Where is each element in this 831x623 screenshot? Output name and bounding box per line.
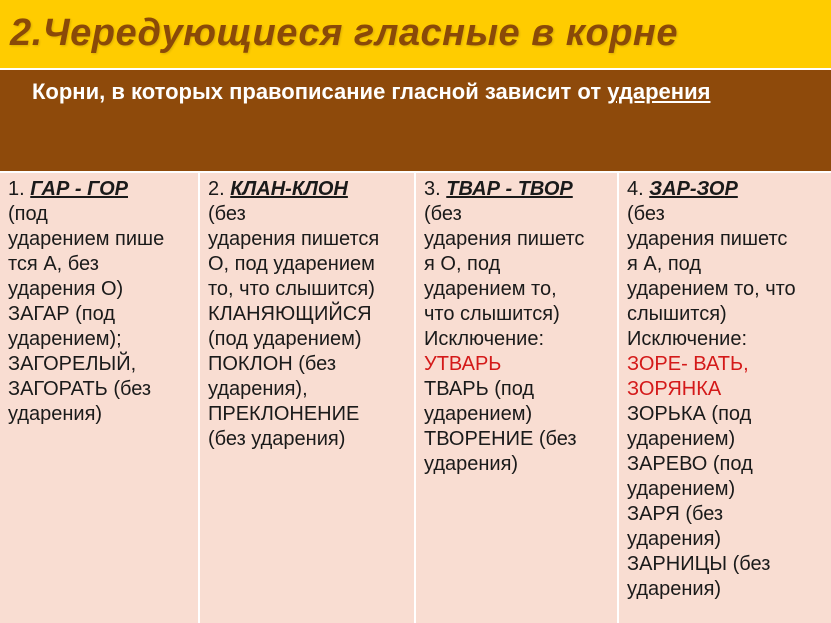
rule-text-line: ЗАРЯ (без (627, 503, 724, 525)
rule-text-line: ТВОРЕНИЕ (без (424, 428, 577, 450)
rule-text-line: ударением) (627, 478, 736, 500)
page-title: 2.Чередующиеся гласные в корне (10, 12, 678, 54)
root-pair: ТВАР - ТВОР (446, 178, 573, 200)
rule-text-line: ударения), (208, 378, 308, 400)
rule-text-line: я А, под (627, 253, 702, 275)
root-heading (424, 177, 613, 202)
rule-text-line: ТВАРЬ (под (424, 378, 535, 400)
rule-text-line: ЗАГОРАТЬ (без (8, 378, 152, 400)
exception-word: УТВАРЬ (424, 353, 502, 375)
rule-text-line: ударением) (424, 403, 533, 425)
rule-text-line: что слышится) (424, 303, 560, 325)
title-bar (0, 0, 831, 68)
root-pair: КЛАН-КЛОН (230, 178, 348, 200)
rule-text-line: ЗАГОРЕЛЫЙ, (8, 353, 137, 375)
rule-text-line: (без (424, 203, 462, 225)
root-number: 1. (8, 178, 25, 200)
rule-text-line: КЛАНЯЮЩИЙСЯ (208, 303, 372, 325)
subtitle-main: Корни, в которых правописание гласной зависит от (32, 79, 602, 104)
rule-text-line: ударением то, (424, 278, 557, 300)
rule-text-line: ударения) (424, 453, 519, 475)
rule-text-line: О, под ударением (208, 253, 375, 275)
rule-text-line: ударением) (627, 428, 736, 450)
rule-text-line: ударением то, что (627, 278, 796, 300)
root-heading (627, 177, 827, 202)
root-heading (208, 177, 410, 202)
root-column-1 (0, 173, 200, 623)
rule-text-line: ЗОРЬКА (под (627, 403, 752, 425)
root-pair: ГАР - ГОР (30, 178, 128, 200)
rule-text-line: ЗАРЕВО (под (627, 453, 753, 475)
subtitle (10, 79, 810, 105)
exception-word: ЗОРЕ- ВАТЬ, (627, 353, 749, 375)
rule-text-line: (без ударения) (208, 428, 346, 450)
rule-text-line: ударения пишетс (424, 228, 585, 250)
rule-text-line: ЗАГАР (под (8, 303, 115, 325)
rule-text-line: ударения) (8, 403, 103, 425)
rule-text-line: ударением); (8, 328, 122, 350)
roots-table (0, 171, 831, 623)
root-column-2 (200, 173, 416, 623)
rule-text-line: то, что слышится) (208, 278, 375, 300)
root-heading (8, 177, 194, 202)
root-pair: ЗАР-ЗОР (649, 178, 738, 200)
rule-text-line: я О, под (424, 253, 501, 275)
exception-word: ЗОРЯНКА (627, 378, 722, 400)
rule-text-line: ударением пише (8, 228, 165, 250)
rule-text-line: тся А, без (8, 253, 99, 275)
subtitle-band (0, 68, 831, 171)
root-column-3 (416, 173, 619, 623)
rule-text-line: ЗАРНИЦЫ (без (627, 553, 771, 575)
rule-text-line: слышится) (627, 303, 727, 325)
rule-text-line: (без (208, 203, 246, 225)
root-number: 2. (208, 178, 225, 200)
rule-text-line: ударения) (627, 528, 722, 550)
rule-text-line: ударения) (627, 578, 722, 600)
subtitle-underlined: ударения (607, 79, 711, 104)
rule-text-line: Исключение: (627, 328, 748, 350)
rule-text-line: ударения пишетс (627, 228, 788, 250)
rule-text-line: (без (627, 203, 665, 225)
rule-text-line: Исключение: (424, 328, 545, 350)
rule-text-line: ударения О) (8, 278, 124, 300)
root-column-4 (619, 173, 831, 623)
rule-text-line: ударения пишется (208, 228, 380, 250)
rule-text-line: ПРЕКЛОНЕНИЕ (208, 403, 360, 425)
rule-text-line: ПОКЛОН (без (208, 353, 337, 375)
root-number: 4. (627, 178, 644, 200)
root-number: 3. (424, 178, 441, 200)
rule-text-line: (под (8, 203, 48, 225)
rule-text-line: (под ударением) (208, 328, 362, 350)
